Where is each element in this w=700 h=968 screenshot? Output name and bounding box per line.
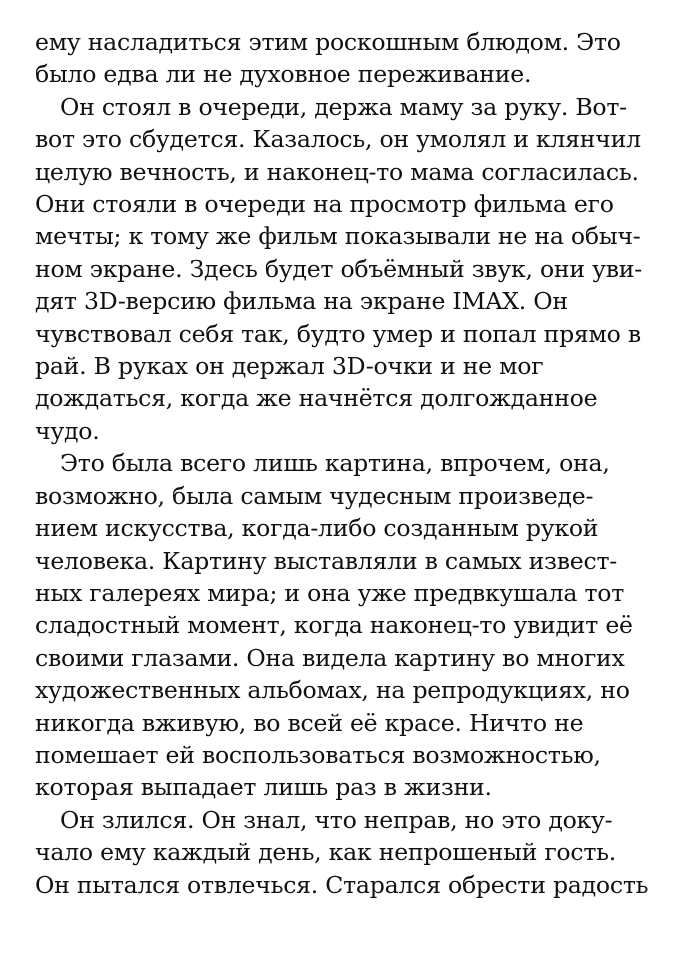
text-line: ных галереях мира; и она уже предвкушала тот (35, 578, 625, 607)
text-line: чувствовал себя так, будто умер и попал прямо в (35, 319, 641, 348)
text-line: чало ему каждый день, как непрошеный гость. (35, 838, 616, 867)
text-line: помешает ей воспользоваться возможностью, (35, 740, 601, 769)
text-line: мечты; к тому же фильм показывали не на обыч- (35, 222, 641, 251)
text-line: было едва ли не духовное переживание. (35, 60, 532, 89)
paragraph-3 (35, 447, 666, 803)
text-line: своими глазами. Она видела картину во многих (35, 643, 625, 672)
text-line: Он стоял в очереди, держа маму за руку. Вот- (60, 92, 627, 121)
text-line: ему насладиться этим роскошным блюдом. Это (35, 28, 621, 56)
text-line: нием искусства, когда-либо созданным рукой (35, 514, 599, 543)
text-line: возможно, была самым чудесным произведе- (35, 481, 594, 510)
text-line: Он пытался отвлечься. Старался обрести радость (35, 870, 649, 899)
text-line: художественных альбомах, на репродукциях, но (35, 676, 630, 705)
paragraph-4 (35, 804, 666, 901)
paragraph-1 (35, 26, 666, 91)
text-line: дят 3D-версию фильма на экране IMAX. Он (35, 287, 568, 316)
text-line: Он злился. Он знал, что неправ, но это доку- (60, 805, 613, 834)
text-line: дождаться, когда же начнётся долгожданное (35, 384, 598, 413)
text-line: Они стояли в очереди на просмотр фильма его (35, 190, 614, 219)
text-line: чудо. (35, 416, 100, 445)
text-line: сладостный момент, когда наконец-то увидит её (35, 611, 633, 640)
text-line: никогда вживую, во всей её красе. Ничто не (35, 708, 584, 737)
text-line: Это была всего лишь картина, впрочем, она, (60, 449, 610, 478)
paragraph-2 (35, 91, 666, 447)
text-line: человека. Картину выставляли в самых извест- (35, 546, 617, 575)
text-line: вот это сбудется. Казалось, он умолял и клянчил (35, 125, 641, 154)
text-line: рай. В руках он держал 3D-очки и не мог (35, 352, 544, 381)
text-line: целую вечность, и наконец-то мама согласилась. (35, 157, 639, 186)
text-line: ном экране. Здесь будет объёмный звук, они уви- (35, 254, 642, 283)
text-line: которая выпадает лишь раз в жизни. (35, 773, 492, 802)
